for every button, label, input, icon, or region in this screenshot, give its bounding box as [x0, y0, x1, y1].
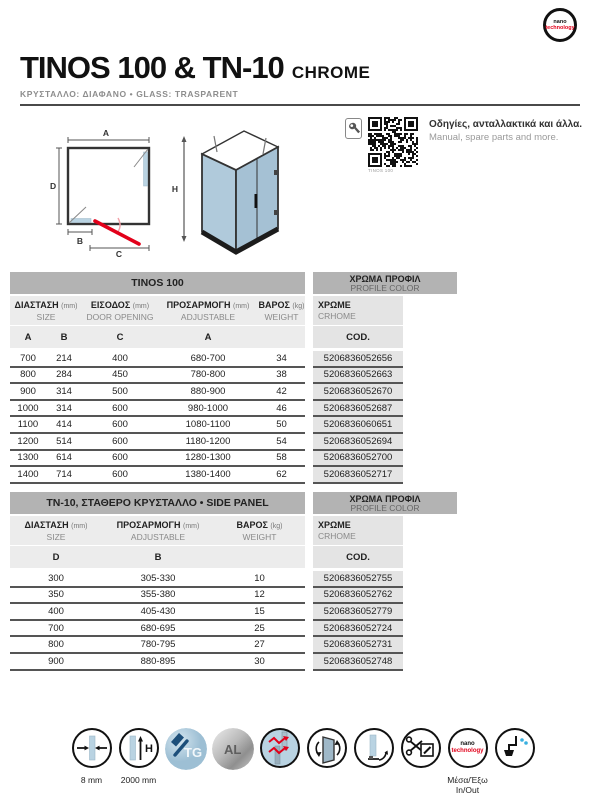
cell-size-d: 350: [48, 589, 64, 601]
cell-door-opening: 600: [112, 468, 128, 480]
cell-weight: 30: [254, 655, 265, 667]
dim-c-label: C: [115, 249, 123, 258]
side-glass-strip: [71, 219, 91, 223]
cell-code: 5206836052656: [313, 351, 403, 368]
cell-size-a: 1100: [17, 419, 39, 431]
cell-size-a: 1200: [17, 435, 39, 447]
table-row: [10, 451, 470, 468]
cell-size-d: 700: [48, 622, 64, 634]
cell-size-b: 714: [56, 468, 72, 480]
cell-door-opening: 450: [112, 369, 128, 381]
cell-weight: 58: [276, 452, 287, 464]
cell-weight: 12: [254, 589, 265, 601]
logo-text-technology: technology: [545, 25, 575, 31]
cell-code: 5206836052755: [313, 571, 403, 588]
header: [20, 19, 580, 106]
table2-profile-color-header: ΧΡΩΜΑ ΠΡΟΦΙΛ PROFILE COLOR: [313, 492, 457, 514]
table-row: [10, 417, 470, 434]
cell-adjustable: 355-380: [140, 589, 176, 601]
table1-letter-row: A B C A: [10, 326, 305, 348]
cell-door-opening: 400: [112, 352, 128, 364]
cell-code: 5206836060651: [313, 417, 403, 434]
table2-column-headers: ΔΙΑΣΤΑΣΗ (mm) SIZE ΠΡΟΣΑΡΜΟΓΗ (mm) ADJUSTABLE ΒΑΡΟΣ (kg) WEIGHT: [10, 516, 305, 545]
table-row: [10, 351, 470, 368]
cell-adjustable: 680-700: [190, 352, 226, 364]
dim-a-label: A: [102, 128, 110, 138]
table1-chrome-header: ΧΡΩΜΕ CRHOME: [313, 296, 403, 325]
cell-door-opening: 500: [112, 385, 128, 397]
cell-size-b: 514: [56, 435, 72, 447]
finish-label: CHROME: [291, 63, 371, 82]
table1-column-headers: ΔΙΑΣΤΑΣΗ (mm) SIZE ΕΙΣΟΔΟΣ (mm) DOOR OPENING ΠΡΟΣΑΡΜΟΓΗ (mm) ADJUSTABLE ΒΑΡΟΣ (kg) WEIGHT: [10, 296, 305, 325]
cell-code: 5206836052717: [313, 467, 403, 484]
in-out-label: Μέσα/Έξω In/Out: [447, 775, 488, 795]
cell-size-b: 214: [56, 352, 72, 364]
cell-size-a: 1000: [17, 402, 39, 414]
glass-subtitle: ΚΡΥΣΤΑΛΛΟ: ΔΙΑΦΑΝΟ • GLASS: TRASPARENT: [20, 89, 239, 99]
cell-weight: 38: [276, 369, 287, 381]
cell-adjustable: 680-695: [140, 622, 176, 634]
cell-door-opening: 600: [112, 452, 128, 464]
table2-letter-row: D B: [10, 546, 305, 568]
cell-size-d: 300: [48, 572, 64, 584]
svg-text:H: H: [144, 743, 153, 755]
cell-adjustable: 305-330: [140, 572, 176, 584]
fixed-glass-strip: [144, 152, 148, 186]
cell-size-a: 900: [20, 385, 36, 397]
cell-size-b: 314: [56, 402, 72, 414]
cell-size-d: 900: [48, 655, 64, 667]
table1-profile-color-header: ΧΡΩΜΑ ΠΡΟΦΙΛ PROFILE COLOR: [313, 272, 457, 294]
cell-weight: 34: [276, 352, 287, 364]
manual-block: [345, 117, 582, 173]
table-row: [10, 571, 470, 588]
table-row: [10, 588, 470, 605]
door-in-out-icon: [304, 728, 349, 770]
nano-technology-icon: nano technology Μέσα/Έξω In/Out: [445, 728, 490, 770]
table-row: [10, 401, 470, 418]
table1-rows: [10, 351, 470, 484]
table-row: [10, 384, 470, 401]
door-handle: [255, 194, 258, 208]
cell-size-b: 284: [56, 369, 72, 381]
cell-adjustable: 780-800: [190, 369, 226, 381]
cell-weight: 42: [276, 385, 287, 397]
cell-weight: 15: [254, 605, 265, 617]
cell-code: 5206836052748: [313, 654, 403, 671]
dim-d-label: D: [50, 181, 57, 191]
cell-size-a: 700: [20, 352, 36, 364]
cell-adjustable: 1180-1200: [185, 435, 231, 447]
cell-size-d: 800: [48, 639, 64, 651]
table2-title: TN-10, ΣΤΑΘΕΡΟ ΚΡΥΣΤΑΛΛΟ • SIDE PANEL: [10, 492, 305, 514]
table2-rows: [10, 571, 470, 671]
cell-size-b: 314: [56, 385, 72, 397]
cell-adjustable: 405-430: [140, 605, 176, 617]
cell-weight: 27: [254, 639, 265, 651]
cell-code: 5206836052663: [313, 368, 403, 385]
cell-adjustable: 1380-1400: [185, 468, 231, 480]
cell-code: 5206836052724: [313, 621, 403, 638]
svg-text:TG: TG: [183, 745, 202, 760]
table-row: [10, 637, 470, 654]
cell-adjustable: 780-795: [140, 639, 176, 651]
cell-code: 5206836052687: [313, 401, 403, 418]
cell-code: 5206836052670: [313, 384, 403, 401]
table2-cod-label: COD.: [313, 546, 403, 568]
cell-size-b: 614: [56, 452, 72, 464]
cell-code: 5206836052731: [313, 637, 403, 654]
cell-adjustable: 880-900: [190, 385, 226, 397]
logo-text-nano: nano: [553, 19, 567, 25]
manual-text-greek: Οδηγίες, ανταλλακτικά και άλλα.: [429, 119, 582, 130]
cell-adjustable: 1080-1100: [185, 419, 231, 431]
cell-code: 5206836052700: [313, 451, 403, 468]
table2-chrome-header: ΧΡΩΜΕ CRHOME: [313, 516, 403, 545]
glass-height-icon: [116, 728, 161, 785]
cell-code: 5206836052762: [313, 588, 403, 605]
page-title: TINOS 100 & TN-10: [20, 50, 284, 85]
table-row: [10, 654, 470, 671]
cell-weight: 25: [254, 622, 265, 634]
cell-adjustable: 980-1000: [187, 402, 229, 414]
cell-weight: 62: [276, 468, 287, 480]
thickness-label: 8 mm: [80, 775, 103, 785]
cell-weight: 50: [276, 419, 287, 431]
nano-technology-logo: [543, 8, 577, 42]
tn10-table: [10, 492, 470, 671]
cell-code: 5206836052694: [313, 434, 403, 451]
adjustable-profile-icon: [257, 728, 302, 770]
cell-weight: 46: [276, 402, 287, 414]
cell-size-a: 1300: [17, 452, 39, 464]
cell-size-b: 414: [56, 419, 72, 431]
table-row: [10, 604, 470, 621]
pivot-door-icon: [351, 728, 396, 770]
cell-door-opening: 600: [112, 419, 128, 431]
wrench-icon: [345, 118, 362, 139]
table-row: [10, 434, 470, 451]
shower-head-icon: [492, 728, 537, 770]
cell-door-opening: 600: [112, 435, 128, 447]
cell-door-opening: 600: [112, 402, 128, 414]
tinos-100-table: [10, 272, 470, 484]
table1-title: TINOS 100: [10, 272, 305, 294]
manual-text-english: Manual, spare parts and more.: [429, 132, 559, 143]
top-view-diagram: [50, 126, 168, 258]
height-label: 2000 mm: [120, 775, 157, 785]
cell-size-a: 800: [20, 369, 36, 381]
cell-size-a: 1400: [17, 468, 39, 480]
table-row: [10, 467, 470, 484]
glass-thickness-icon: [69, 728, 114, 785]
cut-to-size-icon: [398, 728, 443, 770]
dim-h-label: H: [171, 184, 179, 194]
table1-cod-label: COD.: [313, 326, 403, 348]
cell-weight: 54: [276, 435, 287, 447]
cell-weight: 10: [254, 572, 265, 584]
qr-code: [368, 117, 418, 167]
table-row: [10, 621, 470, 638]
cell-adjustable: 1280-1300: [185, 452, 231, 464]
qr-caption: TINOS 100: [368, 168, 394, 173]
dim-b-label: B: [76, 236, 84, 246]
header-divider: [20, 104, 580, 106]
feature-icons-strip: [69, 728, 537, 795]
cell-adjustable: 880-895: [140, 655, 176, 667]
aluminum-icon: [210, 728, 255, 770]
table-row: [10, 368, 470, 385]
svg-text:AL: AL: [223, 742, 241, 757]
isometric-diagram: [170, 118, 292, 260]
tempered-glass-icon: [163, 728, 208, 770]
cell-code: 5206836052779: [313, 604, 403, 621]
cell-size-d: 400: [48, 605, 64, 617]
